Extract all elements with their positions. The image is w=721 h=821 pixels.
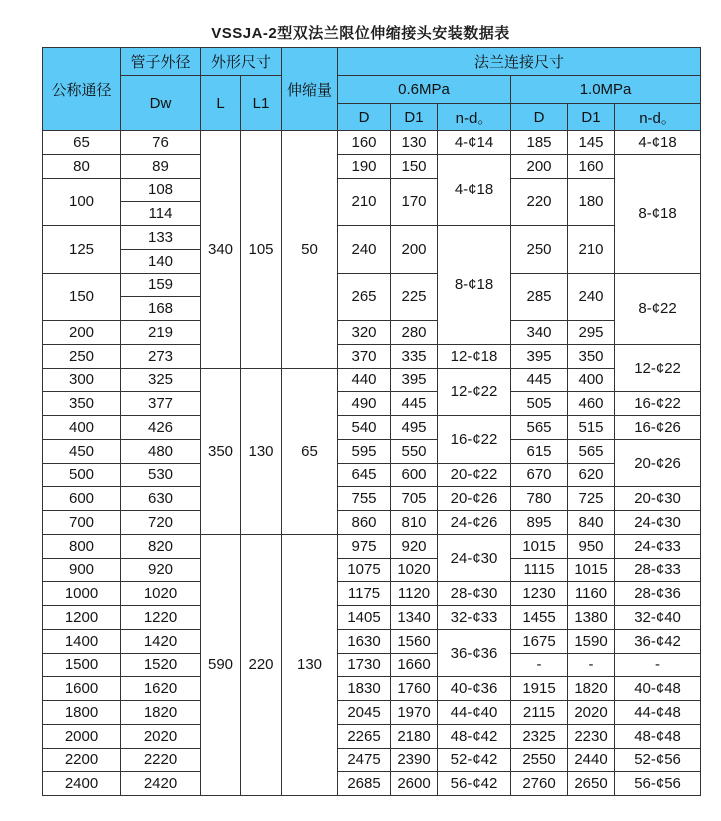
table-cell: 12-¢18: [438, 344, 511, 368]
table-cell: 1380: [568, 606, 615, 630]
table-cell: 1400: [43, 629, 121, 653]
table-cell: 36-¢36: [438, 629, 511, 677]
table-cell: 24-¢26: [438, 511, 511, 535]
table-cell: 1620: [121, 677, 201, 701]
table-cell: 530: [121, 463, 201, 487]
table-cell: 460: [568, 392, 615, 416]
table-row: [43, 463, 701, 487]
table-cell: 500: [43, 463, 121, 487]
col-header-10-D: D: [511, 104, 568, 131]
col-header-10-D1: D1: [568, 104, 615, 131]
table-row: [43, 344, 701, 368]
table-header: [43, 48, 701, 131]
table-cell: 4-¢18: [615, 131, 701, 155]
table-cell: 2325: [511, 724, 568, 748]
table-cell: 645: [338, 463, 391, 487]
table-cell: 159: [121, 273, 201, 297]
table-row: [43, 487, 701, 511]
table-cell: 36-¢42: [615, 629, 701, 653]
table-cell: 705: [391, 487, 438, 511]
table-cell: 2400: [43, 772, 121, 796]
table-cell: 920: [121, 558, 201, 582]
table-cell: 2020: [568, 701, 615, 725]
table-cell: 755: [338, 487, 391, 511]
table-cell: 1020: [391, 558, 438, 582]
table-cell: 780: [511, 487, 568, 511]
table-cell: 80: [43, 154, 121, 178]
table-cell: 1230: [511, 582, 568, 606]
table-cell: 450: [43, 439, 121, 463]
table-cell: 48-¢48: [615, 724, 701, 748]
table-cell: 1000: [43, 582, 121, 606]
table-cell: 1160: [568, 582, 615, 606]
table-body: [43, 131, 701, 796]
table-cell: 1500: [43, 653, 121, 677]
table-cell: 4-¢18: [438, 154, 511, 225]
table-row: [43, 321, 701, 345]
col-header-06-nd: n-d。: [438, 104, 511, 131]
col-header-flange: 法兰连接尺寸: [338, 48, 701, 76]
table-cell: 1520: [121, 653, 201, 677]
table-cell: 600: [391, 463, 438, 487]
table-cell: 2230: [568, 724, 615, 748]
table-cell: 219: [121, 321, 201, 345]
table-row: [43, 416, 701, 440]
table-cell: 32-¢33: [438, 606, 511, 630]
table-cell: 800: [43, 534, 121, 558]
table-cell: 210: [338, 178, 391, 226]
table-cell: 52-¢42: [438, 748, 511, 772]
table-cell: 190: [338, 154, 391, 178]
table-cell: 440: [338, 368, 391, 392]
table-cell: 220: [241, 534, 282, 795]
table-cell: 133: [121, 226, 201, 250]
table-cell: 920: [391, 534, 438, 558]
table-cell: 1590: [568, 629, 615, 653]
table-cell: 130: [282, 534, 338, 795]
table-row: [43, 178, 701, 202]
table-cell: 273: [121, 344, 201, 368]
table-cell: 975: [338, 534, 391, 558]
page-title: VSSJA-2型双法兰限位伸缩接头安装数据表: [211, 25, 510, 42]
table-cell: 150: [43, 273, 121, 321]
header-row-1: [43, 48, 701, 76]
table-cell: 24-¢30: [438, 534, 511, 582]
table-cell: 377: [121, 392, 201, 416]
table-cell: 200: [391, 226, 438, 274]
table-cell: 900: [43, 558, 121, 582]
table-cell: 2420: [121, 772, 201, 796]
table-cell: 1340: [391, 606, 438, 630]
table-cell: 280: [391, 321, 438, 345]
col-header-06-D: D: [338, 104, 391, 131]
table-cell: 325: [121, 368, 201, 392]
table-cell: 395: [511, 344, 568, 368]
table-cell: 335: [391, 344, 438, 368]
table-cell: 540: [338, 416, 391, 440]
table-cell: 2650: [568, 772, 615, 796]
table-cell: 505: [511, 392, 568, 416]
table-cell: 1420: [121, 629, 201, 653]
table-cell: 490: [338, 392, 391, 416]
table-cell: 170: [391, 178, 438, 226]
table-cell: 1200: [43, 606, 121, 630]
table-row: [43, 273, 701, 297]
table-cell: 12-¢22: [615, 344, 701, 392]
table-cell: 2390: [391, 748, 438, 772]
table-row: [43, 439, 701, 463]
table-cell: 445: [391, 392, 438, 416]
table-row: [43, 701, 701, 725]
table-cell: 670: [511, 463, 568, 487]
table-cell: 1560: [391, 629, 438, 653]
table-cell: 495: [391, 416, 438, 440]
table-cell: 50: [282, 131, 338, 369]
table-cell: 28-¢33: [615, 558, 701, 582]
table-cell: 220: [511, 178, 568, 226]
table-cell: 24-¢30: [615, 511, 701, 535]
table-cell: 480: [121, 439, 201, 463]
table-row: [43, 534, 701, 558]
table-cell: 65: [282, 368, 338, 534]
table-cell: 150: [391, 154, 438, 178]
table-cell: 2180: [391, 724, 438, 748]
table-row: [43, 368, 701, 392]
table-cell: 2000: [43, 724, 121, 748]
table-cell: 12-¢22: [438, 368, 511, 416]
spec-table: [42, 47, 701, 796]
table-cell: 1730: [338, 653, 391, 677]
table-cell: 2440: [568, 748, 615, 772]
table-row: [43, 558, 701, 582]
table-cell: 370: [338, 344, 391, 368]
table-cell: 130: [391, 131, 438, 155]
col-header-06mpa: 0.6MPa: [338, 76, 511, 104]
table-cell: 265: [338, 273, 391, 321]
table-cell: 1820: [121, 701, 201, 725]
table-cell: 2220: [121, 748, 201, 772]
col-header-10-nd: n-d。: [615, 104, 701, 131]
table-cell: -: [615, 653, 701, 677]
table-cell: 1970: [391, 701, 438, 725]
table-cell: 350: [201, 368, 241, 534]
table-cell: 108: [121, 178, 201, 202]
table-cell: 20-¢22: [438, 463, 511, 487]
table-cell: 185: [511, 131, 568, 155]
table-cell: 720: [121, 511, 201, 535]
col-header-dw: Dw: [121, 76, 201, 131]
table-cell: 250: [43, 344, 121, 368]
table-cell: 1630: [338, 629, 391, 653]
table-cell: 28-¢36: [615, 582, 701, 606]
col-header-L1: L1: [241, 76, 282, 131]
table-cell: 1405: [338, 606, 391, 630]
table-cell: 2115: [511, 701, 568, 725]
table-cell: 76: [121, 131, 201, 155]
table-row: [43, 511, 701, 535]
col-header-outline-dims: 外形尺寸: [201, 48, 282, 76]
table-cell: 2265: [338, 724, 391, 748]
table-cell: 1820: [568, 677, 615, 701]
table-cell: 2475: [338, 748, 391, 772]
col-header-L: L: [201, 76, 241, 131]
table-cell: 320: [338, 321, 391, 345]
table-cell: 114: [121, 202, 201, 226]
table-cell: 89: [121, 154, 201, 178]
table-cell: 300: [43, 368, 121, 392]
table-cell: 400: [568, 368, 615, 392]
table-cell: 1175: [338, 582, 391, 606]
table-cell: 100: [43, 178, 121, 226]
table-cell: 1660: [391, 653, 438, 677]
table-row: [43, 131, 701, 155]
table-cell: 40-¢36: [438, 677, 511, 701]
table-cell: 2200: [43, 748, 121, 772]
table-cell: 590: [201, 534, 241, 795]
table-cell: 1120: [391, 582, 438, 606]
table-cell: 295: [568, 321, 615, 345]
table-cell: 400: [43, 416, 121, 440]
table-cell: 200: [511, 154, 568, 178]
table-cell: 140: [121, 249, 201, 273]
table-cell: 200: [43, 321, 121, 345]
table-cell: 160: [568, 154, 615, 178]
table-cell: 350: [43, 392, 121, 416]
table-cell: 340: [511, 321, 568, 345]
table-cell: 32-¢40: [615, 606, 701, 630]
table-cell: 395: [391, 368, 438, 392]
table-cell: 20-¢30: [615, 487, 701, 511]
table-cell: 105: [241, 131, 282, 369]
table-cell: 1760: [391, 677, 438, 701]
table-cell: 56-¢42: [438, 772, 511, 796]
table-cell: 168: [121, 297, 201, 321]
table-row: [43, 677, 701, 701]
table-cell: 40-¢48: [615, 677, 701, 701]
table-cell: 52-¢56: [615, 748, 701, 772]
table-cell: 700: [43, 511, 121, 535]
table-row: [43, 653, 701, 677]
table-cell: 1600: [43, 677, 121, 701]
table-cell: 565: [568, 439, 615, 463]
table-cell: 600: [43, 487, 121, 511]
table-cell: 350: [568, 344, 615, 368]
table-cell: 810: [391, 511, 438, 535]
table-cell: 145: [568, 131, 615, 155]
table-cell: 1115: [511, 558, 568, 582]
col-header-expansion: 伸缩量: [282, 48, 338, 131]
table-cell: 1830: [338, 677, 391, 701]
table-cell: -: [568, 653, 615, 677]
table-cell: 130: [241, 368, 282, 534]
table-cell: 8-¢18: [615, 154, 701, 273]
table-row: [43, 772, 701, 796]
table-cell: 1800: [43, 701, 121, 725]
table-cell: 725: [568, 487, 615, 511]
col-header-nominal-diameter: 公称通径: [43, 48, 121, 131]
table-cell: 285: [511, 273, 568, 321]
table-row: [43, 724, 701, 748]
table-cell: 210: [568, 226, 615, 274]
table-cell: 250: [511, 226, 568, 274]
table-cell: 180: [568, 178, 615, 226]
table-cell: 445: [511, 368, 568, 392]
table-cell: 1455: [511, 606, 568, 630]
table-cell: 2020: [121, 724, 201, 748]
col-header-10mpa: 1.0MPa: [511, 76, 701, 104]
table-row: [43, 154, 701, 178]
table-cell: 550: [391, 439, 438, 463]
table-cell: 1015: [568, 558, 615, 582]
col-header-pipe-od: 管子外径: [121, 48, 201, 76]
table-cell: 2600: [391, 772, 438, 796]
table-cell: 16-¢22: [615, 392, 701, 416]
table-row: [43, 748, 701, 772]
table-cell: 48-¢42: [438, 724, 511, 748]
table-cell: 2045: [338, 701, 391, 725]
table-cell: 630: [121, 487, 201, 511]
table-cell: 515: [568, 416, 615, 440]
table-cell: -: [511, 653, 568, 677]
table-cell: 1220: [121, 606, 201, 630]
table-cell: 16-¢22: [438, 416, 511, 464]
header-row-2: [43, 76, 701, 104]
table-cell: 2760: [511, 772, 568, 796]
table-cell: 8-¢18: [438, 226, 511, 345]
table-cell: 620: [568, 463, 615, 487]
table-cell: 125: [43, 226, 121, 274]
table-cell: 1675: [511, 629, 568, 653]
table-cell: 2685: [338, 772, 391, 796]
table-cell: 44-¢48: [615, 701, 701, 725]
table-cell: 65: [43, 131, 121, 155]
table-row: [43, 226, 701, 250]
table-row: [43, 582, 701, 606]
table-cell: 595: [338, 439, 391, 463]
table-cell: 820: [121, 534, 201, 558]
table-cell: 16-¢26: [615, 416, 701, 440]
table-cell: 44-¢40: [438, 701, 511, 725]
table-cell: 565: [511, 416, 568, 440]
table-cell: 2550: [511, 748, 568, 772]
table-cell: 240: [338, 226, 391, 274]
table-cell: 895: [511, 511, 568, 535]
table-cell: 24-¢33: [615, 534, 701, 558]
table-cell: 225: [391, 273, 438, 321]
table-cell: 20-¢26: [438, 487, 511, 511]
table-cell: 1075: [338, 558, 391, 582]
table-cell: 1915: [511, 677, 568, 701]
table-cell: 28-¢30: [438, 582, 511, 606]
table-cell: 8-¢22: [615, 273, 701, 344]
table-cell: 1015: [511, 534, 568, 558]
table-cell: 615: [511, 439, 568, 463]
table-cell: 56-¢56: [615, 772, 701, 796]
table-cell: 840: [568, 511, 615, 535]
table-row: [43, 606, 701, 630]
table-cell: 1020: [121, 582, 201, 606]
table-cell: 20-¢26: [615, 439, 701, 487]
table-cell: 160: [338, 131, 391, 155]
table-cell: 950: [568, 534, 615, 558]
table-cell: 240: [568, 273, 615, 321]
col-header-06-D1: D1: [391, 104, 438, 131]
table-cell: 860: [338, 511, 391, 535]
table-row: [43, 392, 701, 416]
table-cell: 4-¢14: [438, 131, 511, 155]
table-row: [43, 629, 701, 653]
table-cell: 426: [121, 416, 201, 440]
table-cell: 340: [201, 131, 241, 369]
